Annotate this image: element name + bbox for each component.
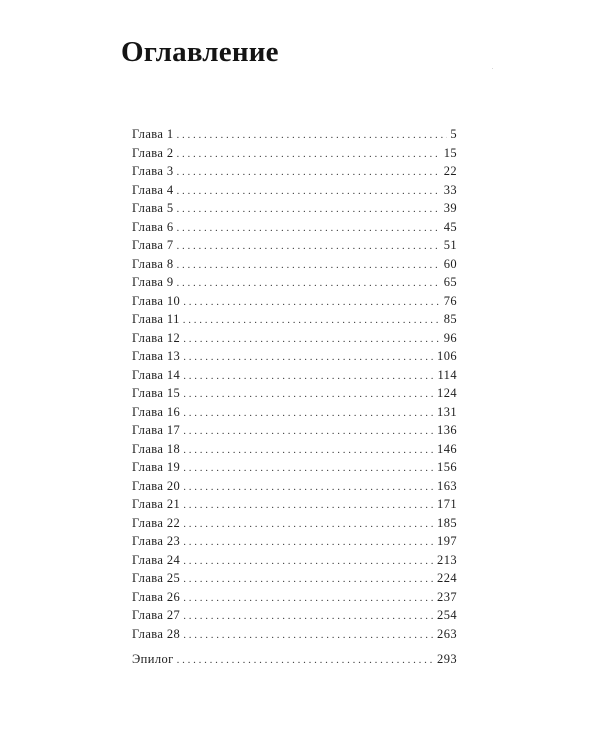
dot-leader xyxy=(183,496,434,515)
toc-entry-label: Глава 2 xyxy=(132,145,174,160)
dot-leader xyxy=(177,651,434,670)
toc-entry-label: Глава 28 xyxy=(132,626,181,641)
toc-entry-page-number: 60 xyxy=(443,256,457,271)
dot-leader xyxy=(183,552,434,571)
toc-entry xyxy=(132,310,457,329)
dot-leader xyxy=(177,237,441,256)
dot-leader xyxy=(183,459,434,478)
toc-entry-page-number: 146 xyxy=(437,441,457,456)
dot-leader xyxy=(183,478,434,497)
toc-entry-page-number: 22 xyxy=(443,164,457,178)
dot-leader xyxy=(177,126,448,145)
toc-entry-page-number: 85 xyxy=(443,312,457,326)
toc-entry-label: Глава 22 xyxy=(132,515,181,530)
toc-entry-label: Глава 18 xyxy=(132,441,181,456)
dot-leader xyxy=(183,589,434,608)
toc-entry-page-number: 185 xyxy=(437,515,457,530)
toc-entry-page-number: 213 xyxy=(437,552,457,567)
toc-entry-page-number: 224 xyxy=(437,571,457,585)
toc-entry-label: Глава 3 xyxy=(132,164,174,178)
toc-entry-label: Глава 4 xyxy=(132,182,174,197)
toc-entry-label: Глава 12 xyxy=(132,330,181,345)
paper-speck xyxy=(492,68,493,69)
toc-entry-page-number: 39 xyxy=(443,201,457,215)
toc-entry xyxy=(132,329,457,348)
toc-entry xyxy=(132,403,457,422)
toc-entry xyxy=(132,144,457,163)
dot-leader xyxy=(183,385,434,404)
toc-entry-label: Глава 17 xyxy=(132,423,181,437)
toc-entry-page-number: 293 xyxy=(437,652,457,666)
toc-entry-label: Глава 8 xyxy=(132,256,174,271)
toc-entry-label: Глава 23 xyxy=(132,534,181,548)
dot-leader xyxy=(183,570,434,589)
toc-entry xyxy=(132,514,457,533)
toc-entry-label: Глава 25 xyxy=(132,571,181,585)
toc-entry xyxy=(132,347,457,366)
toc-entry-page-number: 106 xyxy=(437,349,457,363)
table-of-contents xyxy=(132,125,457,669)
toc-entry xyxy=(132,440,457,459)
dot-leader xyxy=(183,533,434,552)
toc-entry-page-number: 237 xyxy=(437,589,457,604)
dot-leader xyxy=(177,256,441,275)
toc-entry-epilogue xyxy=(132,650,457,669)
dot-leader xyxy=(177,145,441,164)
dot-leader xyxy=(177,274,441,293)
dot-leader xyxy=(183,404,434,423)
toc-entry-page-number: 15 xyxy=(443,145,457,160)
toc-entry-page-number: 263 xyxy=(437,626,457,641)
toc-entry-label: Глава 15 xyxy=(132,386,181,400)
toc-entry xyxy=(132,236,457,255)
toc-entry-label: Глава 26 xyxy=(132,589,181,604)
toc-entry-label: Глава 16 xyxy=(132,404,181,419)
toc-entry xyxy=(132,218,457,237)
dot-leader xyxy=(183,626,434,645)
toc-entry xyxy=(132,366,457,385)
dot-leader xyxy=(177,182,441,201)
toc-entry-label: Глава 7 xyxy=(132,238,174,252)
toc-entry-page-number: 96 xyxy=(443,330,457,345)
dot-leader xyxy=(183,348,434,367)
toc-entry xyxy=(132,569,457,588)
toc-entry-page-number: 45 xyxy=(443,219,457,234)
toc-entry xyxy=(132,495,457,514)
toc-entry-label: Глава 14 xyxy=(132,367,181,382)
toc-entry xyxy=(132,292,457,311)
toc-entry-page-number: 76 xyxy=(443,293,457,308)
toc-entry-page-number: 156 xyxy=(437,460,457,474)
toc-entry-label: Глава 10 xyxy=(132,293,181,308)
toc-entry-label: Эпилог xyxy=(132,652,174,666)
dot-leader xyxy=(177,200,441,219)
toc-entry xyxy=(132,421,457,440)
toc-entry-label: Глава 19 xyxy=(132,460,181,474)
toc-entry-label: Глава 27 xyxy=(132,608,181,622)
dot-leader xyxy=(183,607,434,626)
toc-entry-page-number: 65 xyxy=(443,275,457,289)
toc-entry-page-number: 171 xyxy=(437,497,457,511)
toc-entry xyxy=(132,162,457,181)
toc-entry xyxy=(132,273,457,292)
toc-entry-label: Глава 21 xyxy=(132,497,181,511)
dot-leader xyxy=(183,422,434,441)
dot-leader xyxy=(183,441,434,460)
toc-entry xyxy=(132,199,457,218)
toc-entry-label: Глава 5 xyxy=(132,201,174,215)
toc-entry xyxy=(132,551,457,570)
toc-entry xyxy=(132,625,457,644)
toc-entry-page-number: 5 xyxy=(450,127,457,141)
toc-entry-label: Глава 6 xyxy=(132,219,174,234)
toc-entry-page-number: 51 xyxy=(443,238,457,252)
toc-entry xyxy=(132,588,457,607)
dot-leader xyxy=(183,293,441,312)
dot-leader xyxy=(183,515,434,534)
toc-entry xyxy=(132,477,457,496)
dot-leader xyxy=(183,367,434,386)
toc-entry-label: Глава 13 xyxy=(132,349,181,363)
toc-entry-page-number: 124 xyxy=(437,386,457,400)
toc-entry-page-number: 33 xyxy=(443,182,457,197)
toc-entry xyxy=(132,532,457,551)
toc-entry-page-number: 131 xyxy=(437,404,457,419)
toc-entry-page-number: 254 xyxy=(437,608,457,622)
toc-entry-page-number: 197 xyxy=(437,534,457,548)
toc-entry xyxy=(132,125,457,144)
toc-entry-label: Глава 1 xyxy=(132,127,174,141)
toc-entry-page-number: 114 xyxy=(437,367,457,382)
page-title: Оглавление xyxy=(121,36,279,68)
toc-entry-label: Глава 20 xyxy=(132,478,181,493)
toc-entry xyxy=(132,606,457,625)
dot-leader xyxy=(183,330,441,349)
toc-entry-page-number: 136 xyxy=(437,423,457,437)
toc-entry-page-number: 163 xyxy=(437,478,457,493)
toc-entry xyxy=(132,255,457,274)
toc-entry-label: Глава 9 xyxy=(132,275,174,289)
toc-entry xyxy=(132,458,457,477)
dot-leader xyxy=(177,219,441,238)
toc-entry xyxy=(132,384,457,403)
toc-entry xyxy=(132,181,457,200)
dot-leader xyxy=(183,311,441,330)
toc-entry-label: Глава 11 xyxy=(132,312,180,326)
dot-leader xyxy=(177,163,441,182)
toc-entry-label: Глава 24 xyxy=(132,552,181,567)
